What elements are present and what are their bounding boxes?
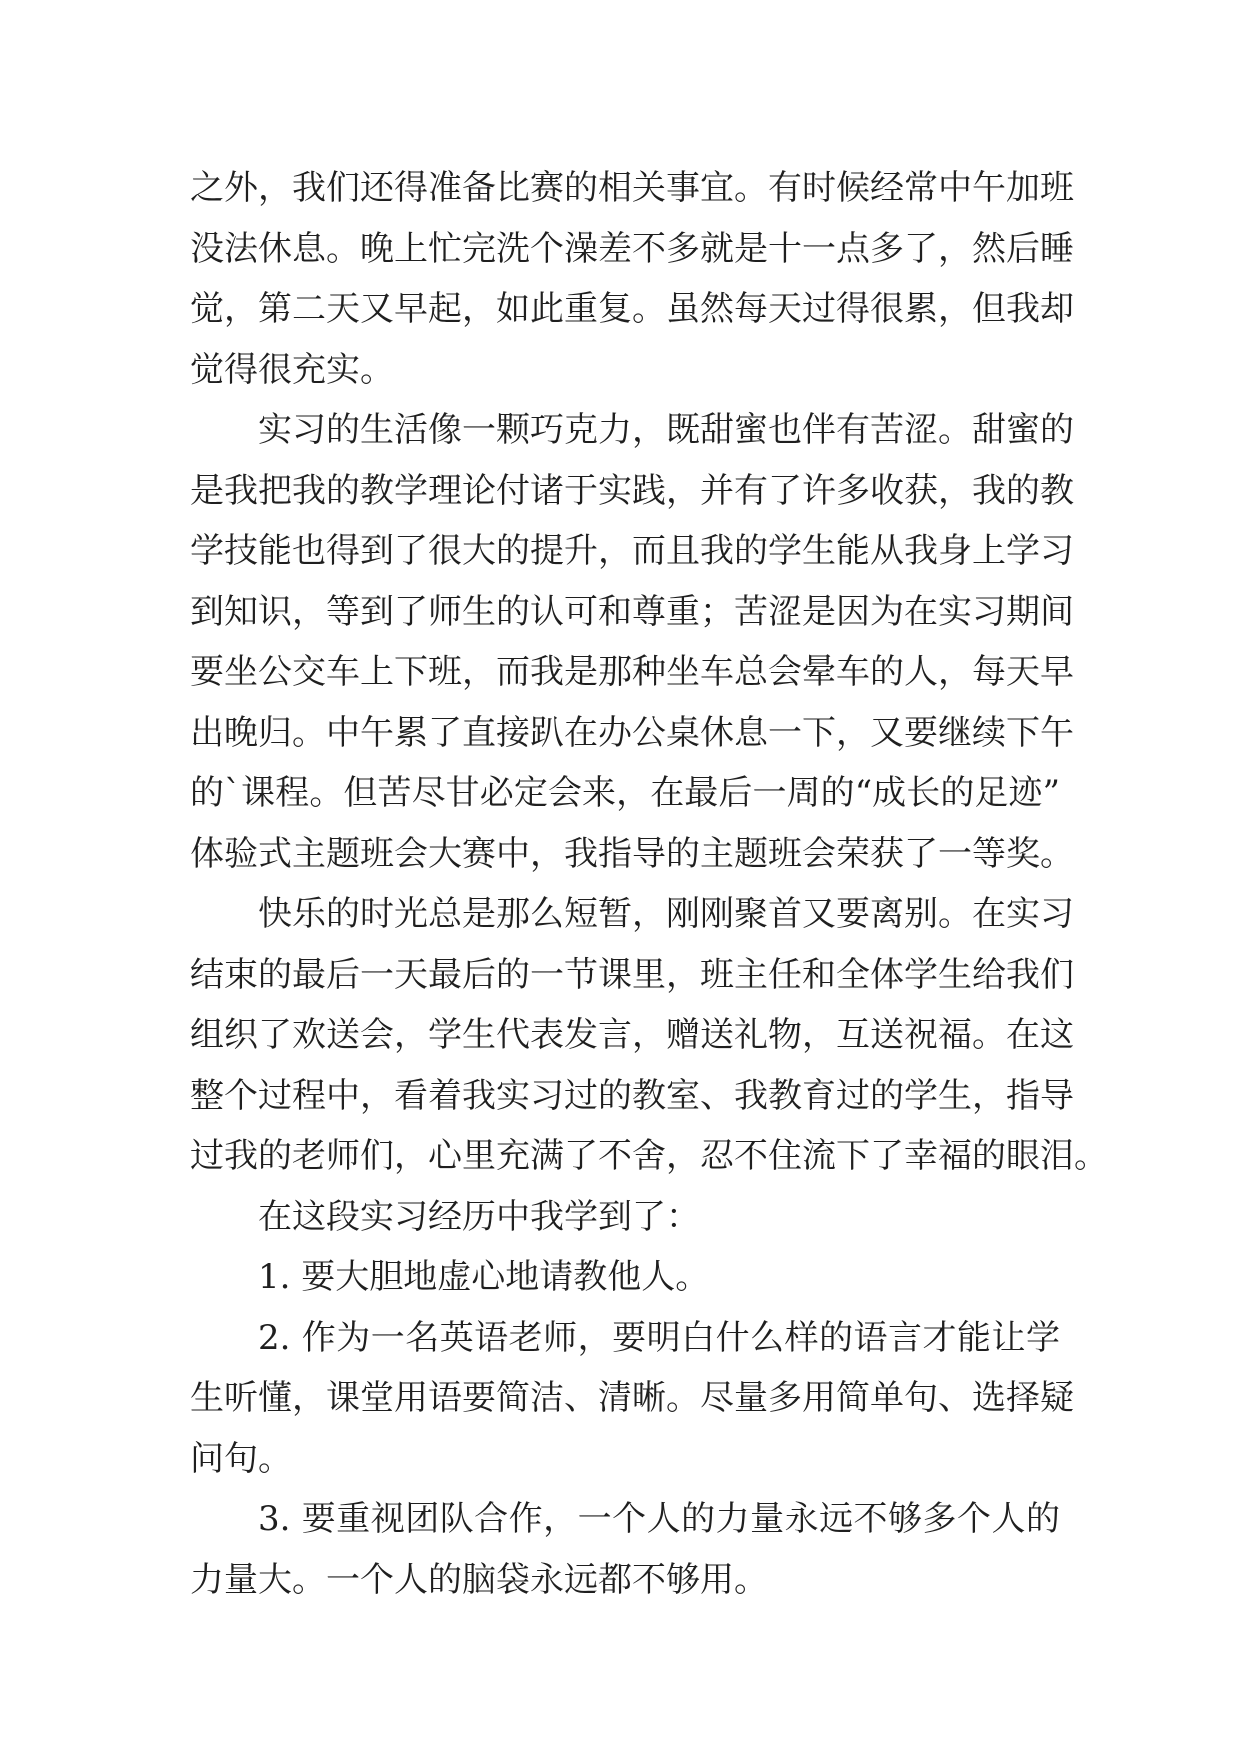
text-line: 出晚归。中午累了直接趴在办公桌休息一下，又要继续下午 [190,712,1074,753]
text-line: 过我的老师们，心里充满了不舍，忍不住流下了幸福的眼泪。 [190,1136,1108,1176]
text-line: 觉得很充实。 [190,349,394,390]
text-line: 问句。 [190,1438,292,1479]
text-line: 整个过程中，看着我实习过的教室、我教育过的学生，指导 [190,1075,1074,1116]
text-line: 在这段实习经历中我学到了： [258,1196,700,1237]
text-line: 力量大。一个人的脑袋永远都不够用。 [190,1559,768,1600]
text-line: 生听懂，课堂用语要简洁、清晰。尽量多用简单句、选择疑 [190,1378,1074,1418]
text-line: 没法休息。晚上忙完洗个澡差不多就是十一点多了，然后睡 [190,228,1074,269]
text-line: 之外，我们还得准备比赛的相关事宜。有时候经常中午加班 [190,168,1074,208]
text-line: 要坐公交车上下班，而我是那种坐车总会晕车的人，每天早 [190,652,1074,692]
text-line: 组织了欢送会，学生代表发言，赠送礼物，互送祝福。在这 [190,1015,1074,1055]
text-line: 觉，第二天又早起，如此重复。虽然每天过得很累，但我却 [190,289,1074,329]
text-line: 3. 要重视团队合作，一个人的力量永远不够多个人的 [258,1499,1060,1539]
document-body [190,158,1108,1610]
text-line: 学技能也得到了很大的提升，而且我的学生能从我身上学习 [190,531,1074,571]
text-line: 的`课程。但苦尽甘必定会来，在最后一周的“成长的足迹” [190,773,1060,813]
text-line: 1. 要大胆地虚心地请教他人。 [258,1257,710,1297]
text-line: 实习的生活像一颗巧克力，既甜蜜也伴有苦涩。甜蜜的 [258,410,1074,450]
text-line: 到知识，等到了师生的认可和尊重；苦涩是因为在实习期间 [190,591,1074,632]
text-line: 是我把我的教学理论付诸于实践，并有了许多收获，我的教 [190,470,1074,511]
text-line: 结束的最后一天最后的一节课里，班主任和全体学生给我们 [190,954,1074,995]
text-line: 体验式主题班会大赛中，我指导的主题班会荣获了一等奖。 [190,833,1074,874]
text-line: 2. 作为一名英语老师，要明白什么样的语言才能让学 [258,1317,1060,1358]
text-line: 快乐的时光总是那么短暂，刚刚聚首又要离别。在实习 [258,894,1074,934]
